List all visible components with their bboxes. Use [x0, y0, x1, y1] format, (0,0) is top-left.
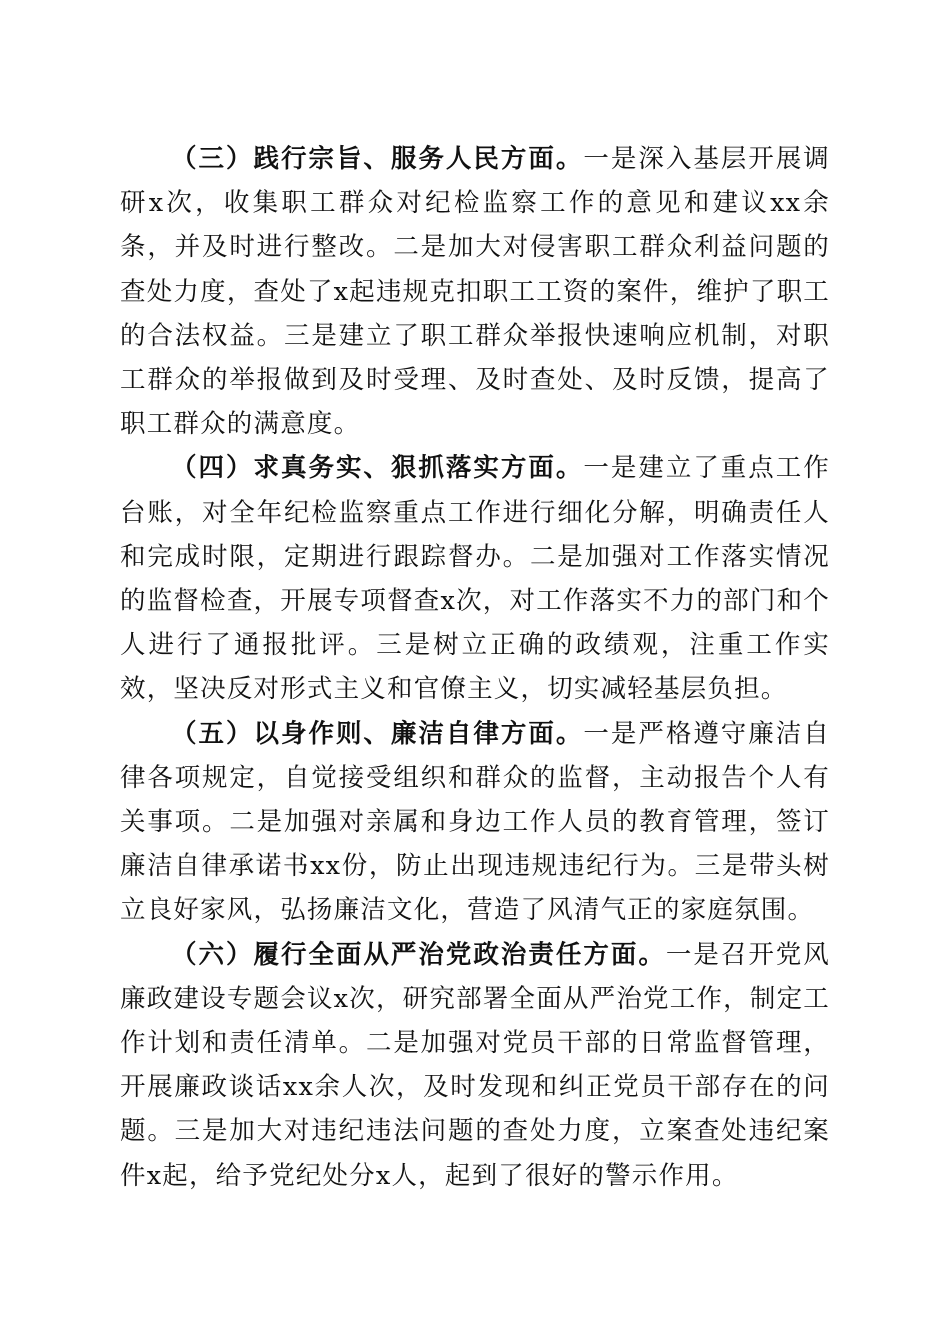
paragraph-heading: （六）履行全面从严治党政治责任方面。: [171, 939, 666, 970]
paragraph-text: 一是召开党风廉政建设专题会议x次，研究部署全面从严治党工作，制定工作计划和责任清单。二是加强对党员干部的日常监督管理，开展廉政谈话xx余人次，及时发现和纠正党员干部存在的问题。三是加大对违纪违法问题的查处力度，立案查处违纪案件x起，给予党纪处分x人，起到了很好的警示作用。: [120, 939, 830, 1191]
paragraph-text: 一是建立了重点工作台账，对全年纪检监察重点工作进行细化分解，明确责任人和完成时限，定期进行跟踪督办。二是加强对工作落实情况的监督检查，开展专项督查x次，对工作落实不力的部门和个人进行了通报批评。三是树立正确的政绩观，注重工作实效，坚决反对形式主义和官僚主义，切实减轻基层负担。: [120, 453, 830, 705]
paragraph-heading: （三）践行宗旨、服务人民方面。: [171, 144, 584, 174]
paragraph-heading: （四）求真务实、狠抓落实方面。: [171, 453, 584, 484]
document-body: [120, 137, 830, 1198]
paragraph-section-6: [120, 933, 830, 1198]
paragraph-section-5: [120, 712, 830, 933]
paragraph-section-3: [120, 137, 830, 446]
paragraph-text: 一是严格遵守廉洁自律各项规定，自觉接受组织和群众的监督，主动报告个人有关事项。二是加强对亲属和身边工作人员的教育管理，签订廉洁自律承诺书xx份，防止出现违规违纪行为。三是带头树立良好家风，弘扬廉洁文化，营造了风清气正的家庭氛围。: [120, 718, 830, 926]
paragraph-heading: （五）以身作则、廉洁自律方面。: [171, 718, 584, 749]
paragraph-section-4: [120, 446, 830, 711]
paragraph-text: 一是深入基层开展调研x次，收集职工群众对纪检监察工作的意见和建议xx余条，并及时进行整改。二是加大对侵害职工群众利益问题的查处力度，查处了x起违规克扣职工工资的案件，维护了职工的合法权益。三是建立了职工群众举报快速响应机制，对职工群众的举报做到及时受理、及时查处、及时反馈，提高了职工群众的满意度。: [120, 144, 830, 440]
